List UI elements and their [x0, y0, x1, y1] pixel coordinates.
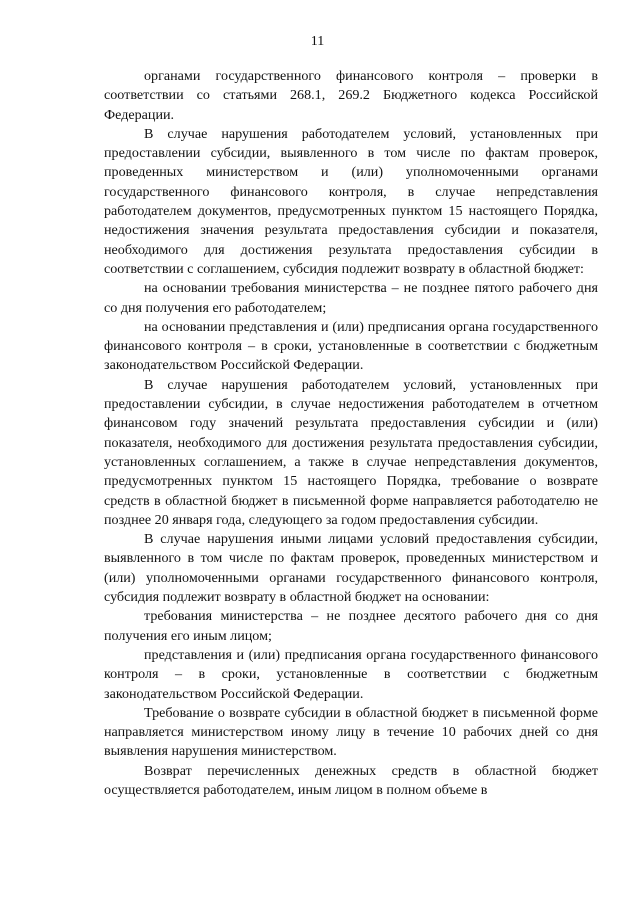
- paragraph-6: В случае нарушения иными лицами условий предоставления субсидии, выявленного в том числе по фактам проверок, проведенных министерством и (или) уполномоченными органами государственного финансового контроля, субсидия подлежит возврату в областной бюджет на основании:: [104, 531, 598, 606]
- paragraph-3: на основании требования министерства – не позднее пятого рабочего дня со дня получения его работодателем;: [104, 280, 598, 316]
- paragraph-10: Возврат перечисленных денежных средств в областной бюджет осуществляется работодателем, иным лицом в полном объеме в: [104, 762, 598, 798]
- page-number: 11: [310, 34, 325, 49]
- paragraph-7: требования министерства – не позднее десятого рабочего дня со дня получения его иным лицом;: [104, 608, 598, 644]
- paragraph-1: органами государственного финансового контроля – проверки в соответствии со статьями 268.1, 269.2 Бюджетного кодекса Российской Федерации.: [104, 68, 598, 123]
- paragraph-2: В случае нарушения работодателем условий, установленных при предоставлении субсидии, выявленного в том числе по фактам проверок, проведенных министерством и (или) уполномоченными органами государственного финансового контроля, в случае непредставления работодателем документов, предусмотренных пунктом 15 настоящего Порядка, недостижения значения результата предоставления субсидии и показателя, необходимого для достижения результата предоставления субсидии в соответствии с соглашением, субсидия подлежит возврату в областной бюджет:: [104, 125, 598, 277]
- paragraph-9: Требование о возврате субсидии в областной бюджет в письменной форме направляется министерством иному лицу в течение 10 рабочих дней со дня выявления нарушения министерством.: [104, 704, 598, 760]
- paragraph-8: представления и (или) предписания органа государственного финансового контроля – в сроки, установленные в соответствии с бюджетным законодательством Российской Федерации.: [104, 646, 598, 702]
- paragraph-4: на основании представления и (или) предписания органа государственного финансового контроля – в сроки, установленные в соответствии с бюджетным законодательством Российской Федерации.: [104, 318, 598, 374]
- document-body: [104, 67, 598, 800]
- paragraph-5: В случае нарушения работодателем условий, установленных при предоставлении субсидии, в случае недостижения работодателем в отчетном финансовом году значений результата предоставления субсидии и (или) показателя, необходимого для достижения результата предоставления субсидии, установленных соглашением, а также в случае непредставления документов, предусмотренных пунктом 15 настоящего Порядка, требование о возврате средств в областной бюджет в письменной форме направляется работодателю не позднее 20 января года, следующего за годом предоставления субсидии.: [104, 376, 598, 528]
